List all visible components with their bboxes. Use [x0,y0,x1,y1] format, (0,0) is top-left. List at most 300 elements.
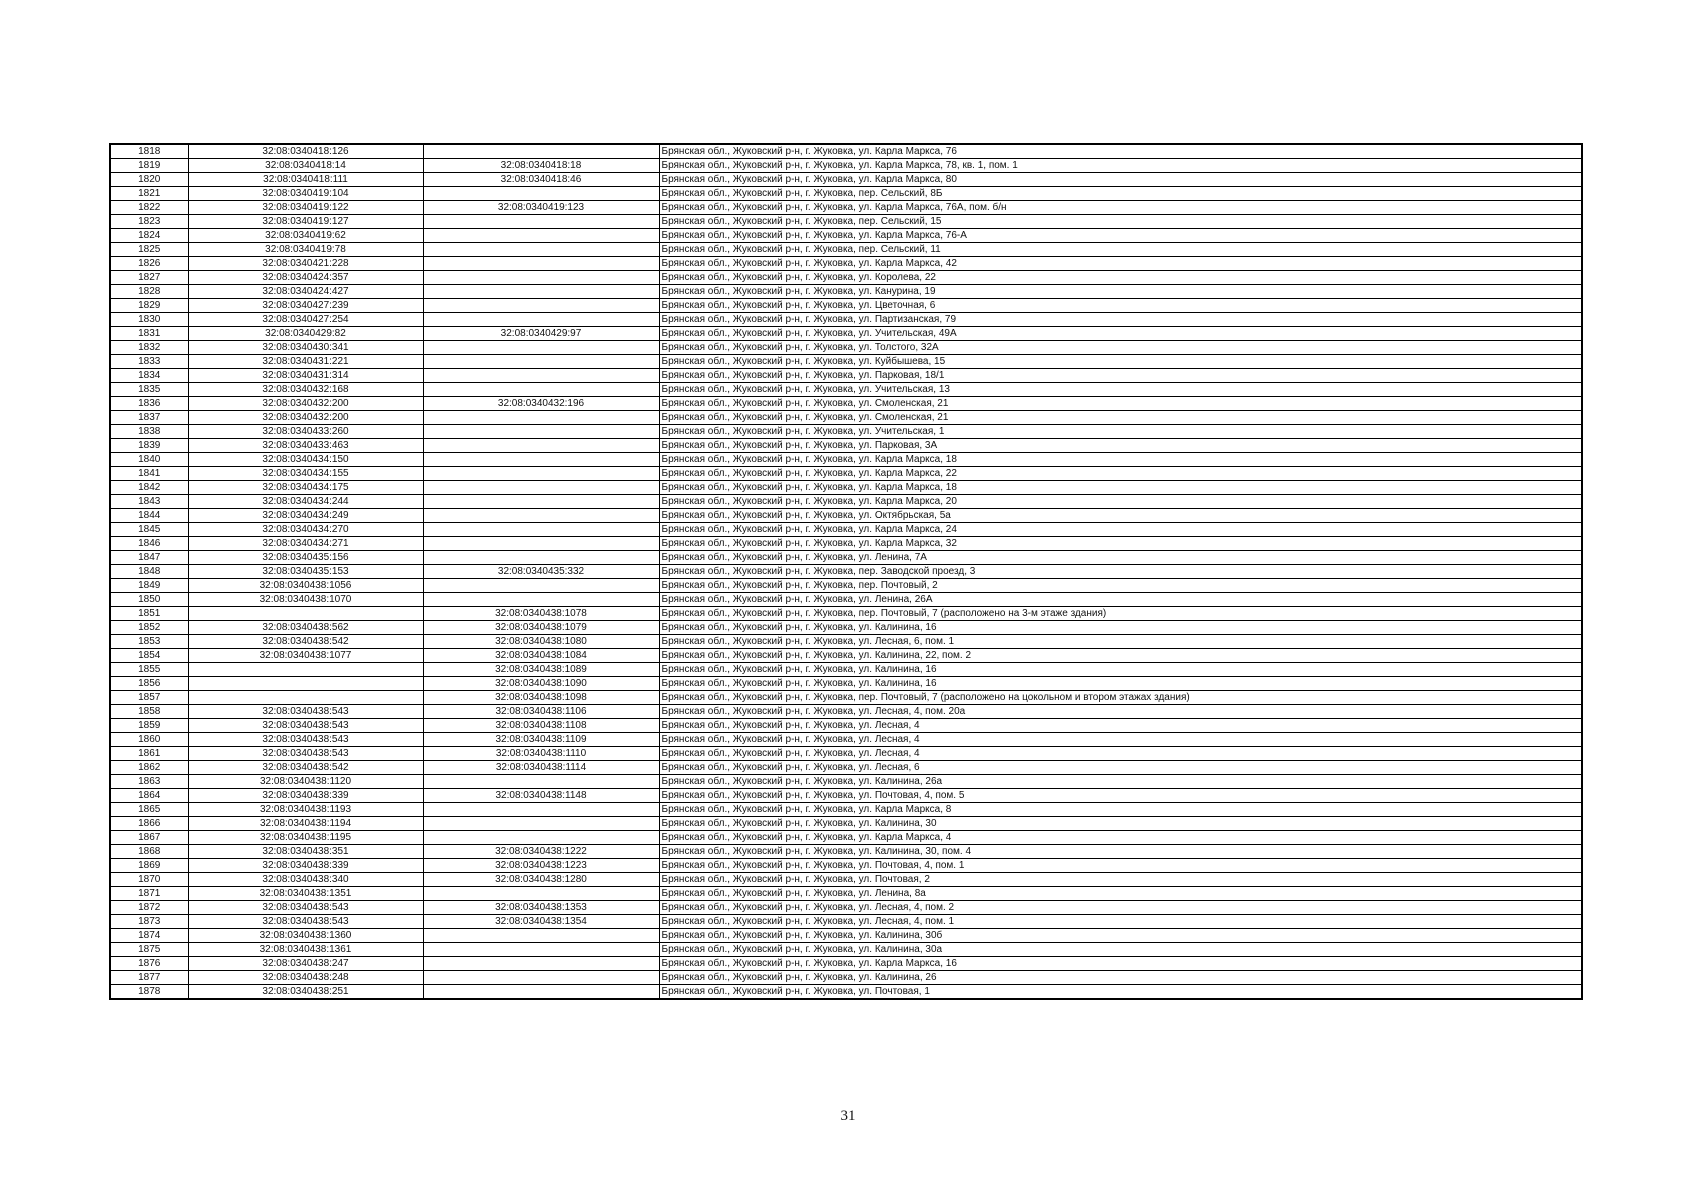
object-number-cell [423,257,659,271]
row-number-cell: 1850 [110,593,188,607]
cadastral-number-cell: 32:08:0340438:1195 [188,831,423,845]
address-cell: Брянская обл., Жуковский р-н, г. Жуковка, ул. Канурина, 19 [659,285,1582,299]
table-row [110,467,1582,481]
object-number-cell [423,467,659,481]
object-number-cell: 32:08:0340438:1089 [423,663,659,677]
object-number-cell [423,537,659,551]
cadastral-number-cell: 32:08:0340419:122 [188,201,423,215]
cadastral-number-cell: 32:08:0340429:82 [188,327,423,341]
row-number-cell: 1854 [110,649,188,663]
address-cell: Брянская обл., Жуковский р-н, г. Жуковка, ул. Партизанская, 79 [659,313,1582,327]
cadastral-number-cell: 32:08:0340438:1194 [188,817,423,831]
address-cell: Брянская обл., Жуковский р-н, г. Жуковка, ул. Калинина, 26а [659,775,1582,789]
row-number-cell: 1840 [110,453,188,467]
object-number-cell: 32:08:0340438:1106 [423,705,659,719]
object-number-cell: 32:08:0340438:1079 [423,621,659,635]
table-row [110,299,1582,313]
cadastral-number-cell: 32:08:0340438:562 [188,621,423,635]
row-number-cell: 1853 [110,635,188,649]
row-number-cell: 1875 [110,943,188,957]
row-number-cell: 1831 [110,327,188,341]
table-row [110,215,1582,229]
row-number-cell: 1823 [110,215,188,229]
cadastral-number-cell: 32:08:0340432:168 [188,383,423,397]
cadastral-number-cell: 32:08:0340438:1077 [188,649,423,663]
row-number-cell: 1876 [110,957,188,971]
object-number-cell [423,411,659,425]
object-number-cell [423,803,659,817]
table-row [110,509,1582,523]
object-number-cell [423,229,659,243]
address-cell: Брянская обл., Жуковский р-н, г. Жуковка, ул. Октябрьская, 5а [659,509,1582,523]
object-number-cell [423,775,659,789]
page-number: 31 [840,1108,856,1124]
cadastral-number-cell: 32:08:0340438:1070 [188,593,423,607]
address-cell: Брянская обл., Жуковский р-н, г. Жуковка, ул. Ленина, 7А [659,551,1582,565]
table-row [110,369,1582,383]
cadastral-number-cell: 32:08:0340438:1351 [188,887,423,901]
row-number-cell: 1865 [110,803,188,817]
address-cell: Брянская обл., Жуковский р-н, г. Жуковка, ул. Толстого, 32А [659,341,1582,355]
table-row [110,621,1582,635]
object-number-cell: 32:08:0340432:196 [423,397,659,411]
row-number-cell: 1858 [110,705,188,719]
address-cell: Брянская обл., Жуковский р-н, г. Жуковка, пер. Заводской проезд, 3 [659,565,1582,579]
address-cell: Брянская обл., Жуковский р-н, г. Жуковка, ул. Карла Маркса, 18 [659,481,1582,495]
address-cell: Брянская обл., Жуковский р-н, г. Жуковка, ул. Парковая, 3А [659,439,1582,453]
table-row [110,257,1582,271]
row-number-cell: 1872 [110,901,188,915]
address-cell: Брянская обл., Жуковский р-н, г. Жуковка, ул. Карла Маркса, 78, кв. 1, пом. 1 [659,159,1582,173]
table-row [110,635,1582,649]
cadastral-number-cell: 32:08:0340438:543 [188,915,423,929]
row-number-cell: 1863 [110,775,188,789]
address-cell: Брянская обл., Жуковский р-н, г. Жуковка, ул. Карла Маркса, 4 [659,831,1582,845]
table-row [110,593,1582,607]
cadastral-number-cell: 32:08:0340438:543 [188,747,423,761]
cadastral-number-cell: 32:08:0340421:228 [188,257,423,271]
address-cell: Брянская обл., Жуковский р-н, г. Жуковка, ул. Ленина, 8а [659,887,1582,901]
property-table [109,143,1583,1000]
row-number-cell: 1830 [110,313,188,327]
table-row [110,565,1582,579]
object-number-cell [423,579,659,593]
row-number-cell: 1838 [110,425,188,439]
address-cell: Брянская обл., Жуковский р-н, г. Жуковка, ул. Карла Маркса, 42 [659,257,1582,271]
object-number-cell: 32:08:0340418:46 [423,173,659,187]
row-number-cell: 1859 [110,719,188,733]
table-row [110,327,1582,341]
cadastral-number-cell: 32:08:0340419:127 [188,215,423,229]
object-number-cell: 32:08:0340419:123 [423,201,659,215]
cadastral-number-cell: 32:08:0340434:150 [188,453,423,467]
address-cell: Брянская обл., Жуковский р-н, г. Жуковка, ул. Калинина, 16 [659,677,1582,691]
table-row [110,229,1582,243]
table-row [110,747,1582,761]
object-number-cell: 32:08:0340438:1148 [423,789,659,803]
address-cell: Брянская обл., Жуковский р-н, г. Жуковка, ул. Цветочная, 6 [659,299,1582,313]
address-cell: Брянская обл., Жуковский р-н, г. Жуковка, ул. Карла Маркса, 76-А [659,229,1582,243]
address-cell: Брянская обл., Жуковский р-н, г. Жуковка, пер. Сельский, 15 [659,215,1582,229]
address-cell: Брянская обл., Жуковский р-н, г. Жуковка, ул. Карла Маркса, 16 [659,957,1582,971]
address-cell: Брянская обл., Жуковский р-н, г. Жуковка, ул. Лесная, 4, пом. 2 [659,901,1582,915]
cadastral-number-cell: 32:08:0340438:543 [188,733,423,747]
cadastral-number-cell: 32:08:0340418:126 [188,144,423,159]
cadastral-number-cell: 32:08:0340430:341 [188,341,423,355]
cadastral-number-cell: 32:08:0340438:1360 [188,929,423,943]
object-number-cell [423,957,659,971]
object-number-cell [423,355,659,369]
table-row [110,355,1582,369]
row-number-cell: 1833 [110,355,188,369]
address-cell: Брянская обл., Жуковский р-н, г. Жуковка, ул. Карла Маркса, 32 [659,537,1582,551]
row-number-cell: 1871 [110,887,188,901]
cadastral-number-cell: 32:08:0340438:1056 [188,579,423,593]
row-number-cell: 1827 [110,271,188,285]
object-number-cell: 32:08:0340429:97 [423,327,659,341]
object-number-cell [423,313,659,327]
table-row [110,761,1582,775]
address-cell: Брянская обл., Жуковский р-н, г. Жуковка, ул. Учительская, 1 [659,425,1582,439]
address-cell: Брянская обл., Жуковский р-н, г. Жуковка, ул. Учительская, 13 [659,383,1582,397]
address-cell: Брянская обл., Жуковский р-н, г. Жуковка, ул. Карла Маркса, 18 [659,453,1582,467]
object-number-cell: 32:08:0340438:1078 [423,607,659,621]
row-number-cell: 1867 [110,831,188,845]
cadastral-number-cell: 32:08:0340419:104 [188,187,423,201]
row-number-cell: 1836 [110,397,188,411]
address-cell: Брянская обл., Жуковский р-н, г. Жуковка, ул. Калинина, 16 [659,663,1582,677]
row-number-cell: 1841 [110,467,188,481]
row-number-cell: 1828 [110,285,188,299]
table-row [110,649,1582,663]
object-number-cell [423,453,659,467]
address-cell: Брянская обл., Жуковский р-н, г. Жуковка, пер. Почтовый, 7 (расположено на 3-м этаже здания) [659,607,1582,621]
address-cell: Брянская обл., Жуковский р-н, г. Жуковка, пер. Сельский, 11 [659,243,1582,257]
table-row [110,271,1582,285]
object-number-cell [423,817,659,831]
row-number-cell: 1870 [110,873,188,887]
table-row [110,691,1582,705]
table-row [110,789,1582,803]
object-number-cell [423,985,659,1000]
address-cell: Брянская обл., Жуковский р-н, г. Жуковка, ул. Калинина, 30 [659,817,1582,831]
object-number-cell [423,593,659,607]
cadastral-number-cell: 32:08:0340418:111 [188,173,423,187]
table-row [110,481,1582,495]
row-number-cell: 1821 [110,187,188,201]
address-cell: Брянская обл., Жуковский р-н, г. Жуковка, ул. Карла Маркса, 80 [659,173,1582,187]
row-number-cell: 1820 [110,173,188,187]
object-number-cell [423,887,659,901]
object-number-cell [423,271,659,285]
address-cell: Брянская обл., Жуковский р-н, г. Жуковка, ул. Ленина, 26А [659,593,1582,607]
table-row [110,523,1582,537]
table-row [110,831,1582,845]
cadastral-number-cell: 32:08:0340438:251 [188,985,423,1000]
address-cell: Брянская обл., Жуковский р-н, г. Жуковка, ул. Калинина, 16 [659,621,1582,635]
table-row [110,439,1582,453]
address-cell: Брянская обл., Жуковский р-н, г. Жуковка, ул. Карла Маркса, 24 [659,523,1582,537]
address-cell: Брянская обл., Жуковский р-н, г. Жуковка, ул. Лесная, 4 [659,747,1582,761]
row-number-cell: 1851 [110,607,188,621]
address-cell: Брянская обл., Жуковский р-н, г. Жуковка, ул. Королева, 22 [659,271,1582,285]
cadastral-number-cell [188,677,423,691]
table-row [110,663,1582,677]
address-cell: Брянская обл., Жуковский р-н, г. Жуковка, ул. Лесная, 4 [659,719,1582,733]
cadastral-number-cell: 32:08:0340434:155 [188,467,423,481]
address-cell: Брянская обл., Жуковский р-н, г. Жуковка, ул. Карла Маркса, 20 [659,495,1582,509]
address-cell: Брянская обл., Жуковский р-н, г. Жуковка, пер. Почтовый, 2 [659,579,1582,593]
object-number-cell [423,495,659,509]
cadastral-number-cell: 32:08:0340435:153 [188,565,423,579]
row-number-cell: 1864 [110,789,188,803]
row-number-cell: 1818 [110,144,188,159]
object-number-cell [423,285,659,299]
object-number-cell: 32:08:0340438:1354 [423,915,659,929]
row-number-cell: 1844 [110,509,188,523]
table-row [110,677,1582,691]
object-number-cell: 32:08:0340438:1280 [423,873,659,887]
table-row [110,705,1582,719]
object-number-cell: 32:08:0340418:18 [423,159,659,173]
cadastral-number-cell: 32:08:0340434:249 [188,509,423,523]
cadastral-number-cell: 32:08:0340432:200 [188,397,423,411]
address-cell: Брянская обл., Жуковский р-н, г. Жуковка, ул. Почтовая, 2 [659,873,1582,887]
cadastral-number-cell: 32:08:0340438:1361 [188,943,423,957]
table-row [110,201,1582,215]
address-cell: Брянская обл., Жуковский р-н, г. Жуковка, ул. Карла Маркса, 8 [659,803,1582,817]
object-number-cell [423,831,659,845]
address-cell: Брянская обл., Жуковский р-н, г. Жуковка, ул. Парковая, 18/1 [659,369,1582,383]
object-number-cell: 32:08:0340438:1222 [423,845,659,859]
address-cell: Брянская обл., Жуковский р-н, г. Жуковка, ул. Куйбышева, 15 [659,355,1582,369]
object-number-cell [423,929,659,943]
address-cell: Брянская обл., Жуковский р-н, г. Жуковка, ул. Почтовая, 4, пом. 5 [659,789,1582,803]
cadastral-number-cell: 32:08:0340424:427 [188,285,423,299]
table-row [110,453,1582,467]
object-number-cell: 32:08:0340438:1108 [423,719,659,733]
address-cell: Брянская обл., Жуковский р-н, г. Жуковка, ул. Лесная, 4, пом. 20а [659,705,1582,719]
row-number-cell: 1846 [110,537,188,551]
cadastral-number-cell: 32:08:0340432:200 [188,411,423,425]
cadastral-number-cell: 32:08:0340431:221 [188,355,423,369]
row-number-cell: 1843 [110,495,188,509]
object-number-cell [423,299,659,313]
address-cell: Брянская обл., Жуковский р-н, г. Жуковка, ул. Калинина, 22, пом. 2 [659,649,1582,663]
object-number-cell: 32:08:0340438:1109 [423,733,659,747]
row-number-cell: 1874 [110,929,188,943]
table-row [110,537,1582,551]
cadastral-number-cell: 32:08:0340438:542 [188,761,423,775]
object-number-cell: 32:08:0340438:1114 [423,761,659,775]
cadastral-number-cell: 32:08:0340438:543 [188,901,423,915]
row-number-cell: 1877 [110,971,188,985]
cadastral-number-cell: 32:08:0340419:62 [188,229,423,243]
object-number-cell [423,369,659,383]
object-number-cell: 32:08:0340438:1223 [423,859,659,873]
table-body [110,144,1582,999]
cadastral-number-cell: 32:08:0340438:1120 [188,775,423,789]
object-number-cell [423,383,659,397]
cadastral-number-cell: 32:08:0340427:239 [188,299,423,313]
table-row [110,873,1582,887]
object-number-cell [423,971,659,985]
row-number-cell: 1861 [110,747,188,761]
cadastral-number-cell: 32:08:0340435:156 [188,551,423,565]
row-number-cell: 1835 [110,383,188,397]
cadastral-number-cell: 32:08:0340438:543 [188,705,423,719]
object-number-cell [423,243,659,257]
address-cell: Брянская обл., Жуковский р-н, г. Жуковка, ул. Лесная, 6 [659,761,1582,775]
cadastral-number-cell: 32:08:0340438:351 [188,845,423,859]
object-number-cell [423,187,659,201]
address-cell: Брянская обл., Жуковский р-н, г. Жуковка, пер. Сельский, 8Б [659,187,1582,201]
row-number-cell: 1852 [110,621,188,635]
table-row [110,425,1582,439]
object-number-cell [423,523,659,537]
address-cell: Брянская обл., Жуковский р-н, г. Жуковка, ул. Лесная, 4 [659,733,1582,747]
cadastral-number-cell: 32:08:0340434:270 [188,523,423,537]
row-number-cell: 1862 [110,761,188,775]
object-number-cell: 32:08:0340435:332 [423,565,659,579]
object-number-cell: 32:08:0340438:1084 [423,649,659,663]
row-number-cell: 1860 [110,733,188,747]
table-row [110,551,1582,565]
table-row [110,159,1582,173]
table-row [110,859,1582,873]
address-cell: Брянская обл., Жуковский р-н, г. Жуковка, ул. Калинина, 30а [659,943,1582,957]
table-row [110,985,1582,1000]
cadastral-number-cell: 32:08:0340438:247 [188,957,423,971]
row-number-cell: 1832 [110,341,188,355]
row-number-cell: 1826 [110,257,188,271]
table-row [110,775,1582,789]
row-number-cell: 1842 [110,481,188,495]
cadastral-number-cell: 32:08:0340438:542 [188,635,423,649]
cadastral-number-cell [188,607,423,621]
address-cell: Брянская обл., Жуковский р-н, г. Жуковка, ул. Карла Маркса, 22 [659,467,1582,481]
table-row [110,383,1582,397]
object-number-cell [423,425,659,439]
row-number-cell: 1848 [110,565,188,579]
address-cell: Брянская обл., Жуковский р-н, г. Жуковка, ул. Почтовая, 4, пом. 1 [659,859,1582,873]
cadastral-number-cell [188,691,423,705]
object-number-cell [423,509,659,523]
row-number-cell: 1824 [110,229,188,243]
address-cell: Брянская обл., Жуковский р-н, г. Жуковка, ул. Карла Маркса, 76 [659,144,1582,159]
row-number-cell: 1825 [110,243,188,257]
address-cell: Брянская обл., Жуковский р-н, г. Жуковка, ул. Калинина, 26 [659,971,1582,985]
address-cell: Брянская обл., Жуковский р-н, г. Жуковка, ул. Лесная, 4, пом. 1 [659,915,1582,929]
row-number-cell: 1834 [110,369,188,383]
cadastral-number-cell: 32:08:0340427:254 [188,313,423,327]
object-number-cell [423,341,659,355]
row-number-cell: 1856 [110,677,188,691]
row-number-cell: 1869 [110,859,188,873]
table-row [110,719,1582,733]
table-row [110,285,1582,299]
cadastral-number-cell: 32:08:0340438:543 [188,719,423,733]
row-number-cell: 1857 [110,691,188,705]
row-number-cell: 1829 [110,299,188,313]
row-number-cell: 1845 [110,523,188,537]
table-row [110,313,1582,327]
table-row [110,607,1582,621]
row-number-cell: 1866 [110,817,188,831]
cadastral-number-cell: 32:08:0340433:463 [188,439,423,453]
table-row [110,901,1582,915]
table-row [110,929,1582,943]
address-cell: Брянская обл., Жуковский р-н, г. Жуковка, ул. Почтовая, 1 [659,985,1582,1000]
row-number-cell: 1837 [110,411,188,425]
cadastral-number-cell: 32:08:0340419:78 [188,243,423,257]
cadastral-number-cell: 32:08:0340438:248 [188,971,423,985]
address-cell: Брянская обл., Жуковский р-н, г. Жуковка, ул. Учительская, 49А [659,327,1582,341]
table-row [110,187,1582,201]
table-row [110,957,1582,971]
object-number-cell [423,551,659,565]
row-number-cell: 1873 [110,915,188,929]
cadastral-number-cell: 32:08:0340438:339 [188,789,423,803]
address-cell: Брянская обл., Жуковский р-н, г. Жуковка, ул. Карла Маркса, 76А, пом. б/н [659,201,1582,215]
cadastral-number-cell: 32:08:0340434:175 [188,481,423,495]
cadastral-number-cell: 32:08:0340434:271 [188,537,423,551]
address-cell: Брянская обл., Жуковский р-н, г. Жуковка, ул. Калинина, 30б [659,929,1582,943]
object-number-cell: 32:08:0340438:1110 [423,747,659,761]
table-row [110,411,1582,425]
table-row [110,495,1582,509]
table-row [110,579,1582,593]
row-number-cell: 1868 [110,845,188,859]
cadastral-number-cell: 32:08:0340431:314 [188,369,423,383]
table-row [110,915,1582,929]
table-row [110,144,1582,159]
cadastral-number-cell: 32:08:0340438:1193 [188,803,423,817]
object-number-cell: 32:08:0340438:1353 [423,901,659,915]
cadastral-number-cell: 32:08:0340418:14 [188,159,423,173]
cadastral-number-cell [188,663,423,677]
address-cell: Брянская обл., Жуковский р-н, г. Жуковка, ул. Лесная, 6, пом. 1 [659,635,1582,649]
cadastral-number-cell: 32:08:0340434:244 [188,495,423,509]
row-number-cell: 1847 [110,551,188,565]
cadastral-number-cell: 32:08:0340438:340 [188,873,423,887]
object-number-cell: 32:08:0340438:1098 [423,691,659,705]
object-number-cell [423,439,659,453]
row-number-cell: 1839 [110,439,188,453]
table-row [110,397,1582,411]
row-number-cell: 1855 [110,663,188,677]
cadastral-number-cell: 32:08:0340433:260 [188,425,423,439]
address-cell: Брянская обл., Жуковский р-н, г. Жуковка, ул. Калинина, 30, пом. 4 [659,845,1582,859]
object-number-cell [423,943,659,957]
table-row [110,341,1582,355]
table-row [110,943,1582,957]
table-row [110,173,1582,187]
address-cell: Брянская обл., Жуковский р-н, г. Жуковка, ул. Смоленская, 21 [659,411,1582,425]
table-row [110,845,1582,859]
table-row [110,243,1582,257]
table-row [110,971,1582,985]
object-number-cell [423,215,659,229]
row-number-cell: 1819 [110,159,188,173]
cadastral-number-cell: 32:08:0340438:339 [188,859,423,873]
address-cell: Брянская обл., Жуковский р-н, г. Жуковка, пер. Почтовый, 7 (расположено на цокольном и втором этажах здания) [659,691,1582,705]
object-number-cell: 32:08:0340438:1080 [423,635,659,649]
row-number-cell: 1878 [110,985,188,1000]
object-number-cell [423,481,659,495]
object-number-cell [423,144,659,159]
address-cell: Брянская обл., Жуковский р-н, г. Жуковка, ул. Смоленская, 21 [659,397,1582,411]
